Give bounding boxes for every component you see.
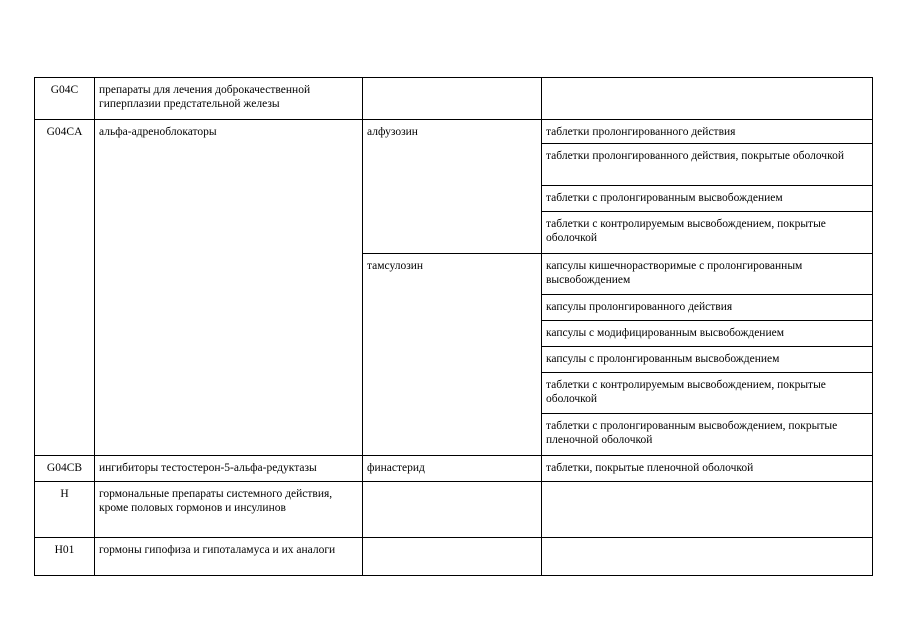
atc-code: G04C [35, 78, 95, 120]
dosage-form: таблетки пролонгированного действия, покрытые оболочкой [542, 144, 873, 186]
dosage-form [542, 78, 873, 120]
atc-group: гормоны гипофиза и гипоталамуса и их аналоги [95, 538, 363, 576]
atc-code: H [35, 482, 95, 538]
atc-group: препараты для лечения доброкачественной гиперплазии предстательной железы [95, 78, 363, 120]
dosage-form: таблетки с контролируемым высвобождением, покрытые оболочкой [542, 212, 873, 254]
dosage-form [542, 482, 873, 538]
drug-name: алфузозин [363, 120, 542, 254]
dosage-form: капсулы с модифицированным высвобождением [542, 321, 873, 347]
atc-code: G04CB [35, 456, 95, 482]
table-row [35, 482, 873, 538]
dosage-form: таблетки, покрытые пленочной оболочкой [542, 456, 873, 482]
dosage-form [542, 538, 873, 576]
dosage-form: капсулы с пролонгированным высвобождением [542, 347, 873, 373]
dosage-form: таблетки с контролируемым высвобождением, покрытые оболочкой [542, 373, 873, 414]
dosage-form: таблетки пролонгированного действия [542, 120, 873, 144]
medication-table [34, 77, 873, 576]
table-row [35, 538, 873, 576]
drug-name: тамсулозин [363, 254, 542, 456]
dosage-form: капсулы пролонгированного действия [542, 295, 873, 321]
drug-name [363, 538, 542, 576]
table-row [35, 78, 873, 120]
drug-name: финастерид [363, 456, 542, 482]
drug-name [363, 482, 542, 538]
drug-name [363, 78, 542, 120]
atc-code: H01 [35, 538, 95, 576]
table-row [35, 456, 873, 482]
dosage-form: таблетки с пролонгированным высвобождением [542, 186, 873, 212]
atc-group: альфа-адреноблокаторы [95, 120, 363, 456]
atc-group: ингибиторы тестостерон-5-альфа-редуктазы [95, 456, 363, 482]
dosage-form: капсулы кишечнорастворимые с пролонгированным высвобождением [542, 254, 873, 295]
atc-code: G04CA [35, 120, 95, 456]
table-row [35, 120, 873, 144]
atc-group: гормональные препараты системного действия, кроме половых гормонов и инсулинов [95, 482, 363, 538]
dosage-form: таблетки с пролонгированным высвобождением, покрытые пленочной оболочкой [542, 414, 873, 456]
